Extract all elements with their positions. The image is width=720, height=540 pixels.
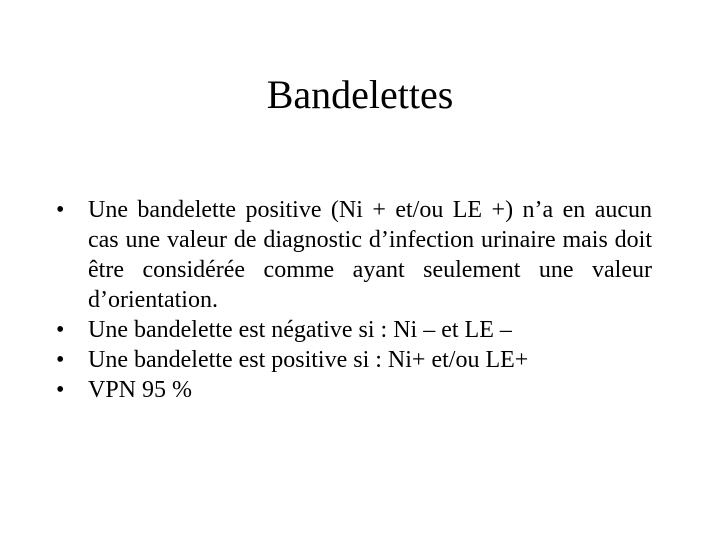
bullet-text: VPN 95 % <box>88 377 193 403</box>
bullet-list <box>56 195 652 405</box>
bullet-dot-icon: • <box>56 317 65 343</box>
bullet-item <box>56 195 652 315</box>
bullet-text: Une bandelette est négative si : Ni – et LE – <box>88 317 512 343</box>
bullet-dot-icon: • <box>56 347 65 373</box>
bullet-dot-icon: • <box>56 197 65 223</box>
bullet-item <box>56 315 652 345</box>
bullet-text: Une bandelette est positive si : Ni+ et/ou LE+ <box>88 347 529 373</box>
bullet-text: Une bandelette positive (Ni + et/ou LE +) n’a en aucun cas une valeur de diagnostic d’infection urinaire mais doit être considérée comme ayant seulement une valeur d’orientation. <box>88 197 652 313</box>
slide-title: Bandelettes <box>266 72 454 117</box>
bullet-item <box>56 375 652 405</box>
bullet-dot-icon: • <box>56 377 65 403</box>
bullet-item <box>56 345 652 375</box>
